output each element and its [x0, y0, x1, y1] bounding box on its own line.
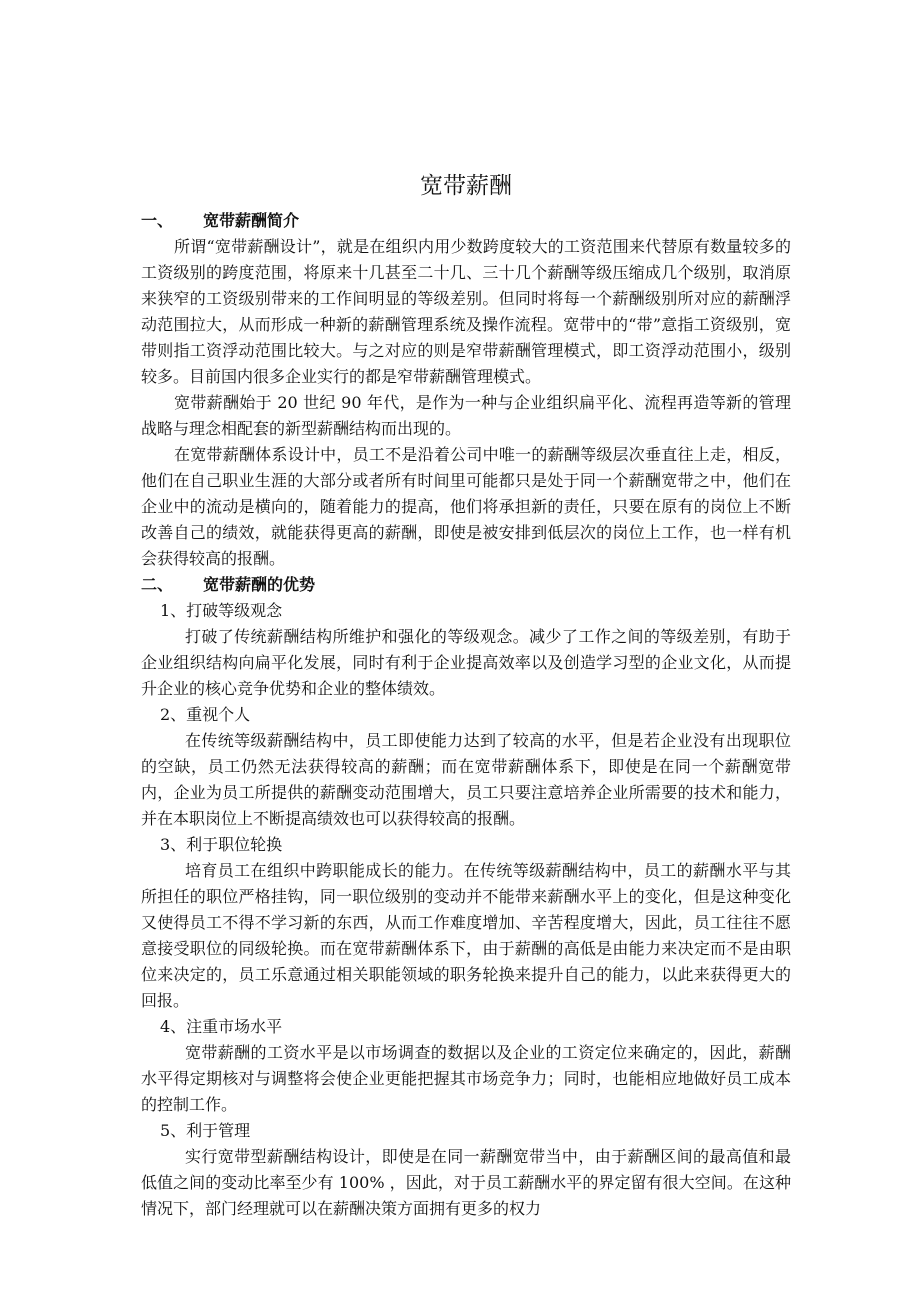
paragraph: 在宽带薪酬体系设计中，员工不是沿着公司中唯一的薪酬等级层次垂直往上走，相反，他们在自己职业生涯的大部分或者所有时间里可能都只是处于同一个薪酬宽带之中，他们在企业中的流动是横向的，随着能力的提高，他们将承担新的责任，只要在原有的岗位上不断改善自己的绩效，就能获得更高的薪酬，即使是被安排到低层次的岗位上工作，也一样有机会获得较高的报酬。 [141, 445, 791, 568]
paragraph: 所谓“宽带薪酬设计”，就是在组织内用少数跨度较大的工资范围来代替原有数量较多的工资级别的跨度范围，将原来十几甚至二十几、三十几个薪酬等级压缩成几个级别，取消原来狭窄的工资级别带来的工作间明显的等级差别。但同时将每一个薪酬级别所对应的薪酬浮动范围拉大，从而形成一种新的薪酬管理系统及操作流程。宽带中的“带”意指工资级别，宽带则指工资浮动范围比较大。与之对应的则是窄带薪酬管理模式，即工资浮动范围小，级别较多。目前国内很多企业实行的都是窄带薪酬管理模式。 [141, 237, 791, 386]
paragraph: 实行宽带型薪酬结构设计，即使是在同一薪酬宽带当中，由于薪酬区间的最高值和最低值之间的变动比率至少有 100% ，因此，对于员工薪酬水平的界定留有很大空间。在这种情况下，部门经理就可以在薪酬决策方面拥有更多的权力 [141, 1147, 791, 1218]
subsection-heading: 3、利于职位轮换 [160, 835, 283, 854]
subsection-heading: 5、利于管理 [160, 1121, 251, 1140]
paragraph: 培育员工在组织中跨职能成长的能力。在传统等级薪酬结构中，员工的薪酬水平与其所担任的职位严格挂钩，同一职位级别的变动并不能带来薪酬水平上的变化，但是这种变化又使得员工不得不学习新的东西，从而工作难度增加、辛苦程度增大，因此，员工往往不愿意接受职位的同级轮换。而在宽带薪酬体系下，由于薪酬的高低是由能力来决定而不是由职位来决定的，员工乐意通过相关职能领域的职务轮换来提升自己的能力，以此来获得更大的回报。 [141, 861, 791, 1010]
section-heading-advantages [141, 572, 791, 598]
paragraph: 宽带薪酬始于 20 世纪 90 年代，是作为一种与企业组织扁平化、流程再造等新的管理战略与理念相配套的新型薪酬结构而出现的。 [141, 393, 791, 438]
section-title: 宽带薪酬的优势 [203, 575, 316, 594]
section-title: 宽带薪酬简介 [203, 211, 300, 230]
paragraph: 打破了传统薪酬结构所维护和强化的等级观念。减少了工作之间的等级差别，有助于企业组织结构向扁平化发展，同时有利于企业提高效率以及创造学习型的企业文化，从而提升企业的核心竞争优势和企业的整体绩效。 [141, 627, 791, 698]
document-page [141, 168, 791, 1222]
section-heading-intro [141, 208, 791, 234]
section-number: 一、 [141, 211, 174, 230]
paragraph: 在传统等级薪酬结构中，员工即使能力达到了较高的水平，但是若企业没有出现职位的空缺，员工仍然无法获得较高的薪酬；而在宽带薪酬体系下，即使是在同一个薪酬宽带内，企业为员工所提供的薪酬变动范围增大，员工只要注意培养企业所需要的技术和能力，并在本职岗位上不断提高绩效也可以获得较高的报酬。 [141, 731, 791, 828]
paragraph: 宽带薪酬的工资水平是以市场调查的数据以及企业的工资定位来确定的，因此，薪酬水平得定期核对与调整将会使企业更能把握其市场竞争力；同时，也能相应地做好员工成本的控制工作。 [141, 1043, 791, 1114]
subsection-heading: 2、重视个人 [160, 705, 251, 724]
section-number: 二、 [141, 575, 174, 594]
subsection-heading: 4、注重市场水平 [160, 1017, 283, 1036]
subsection-heading: 1、打破等级观念 [160, 601, 283, 620]
document-title: 宽带薪酬 [420, 173, 512, 199]
